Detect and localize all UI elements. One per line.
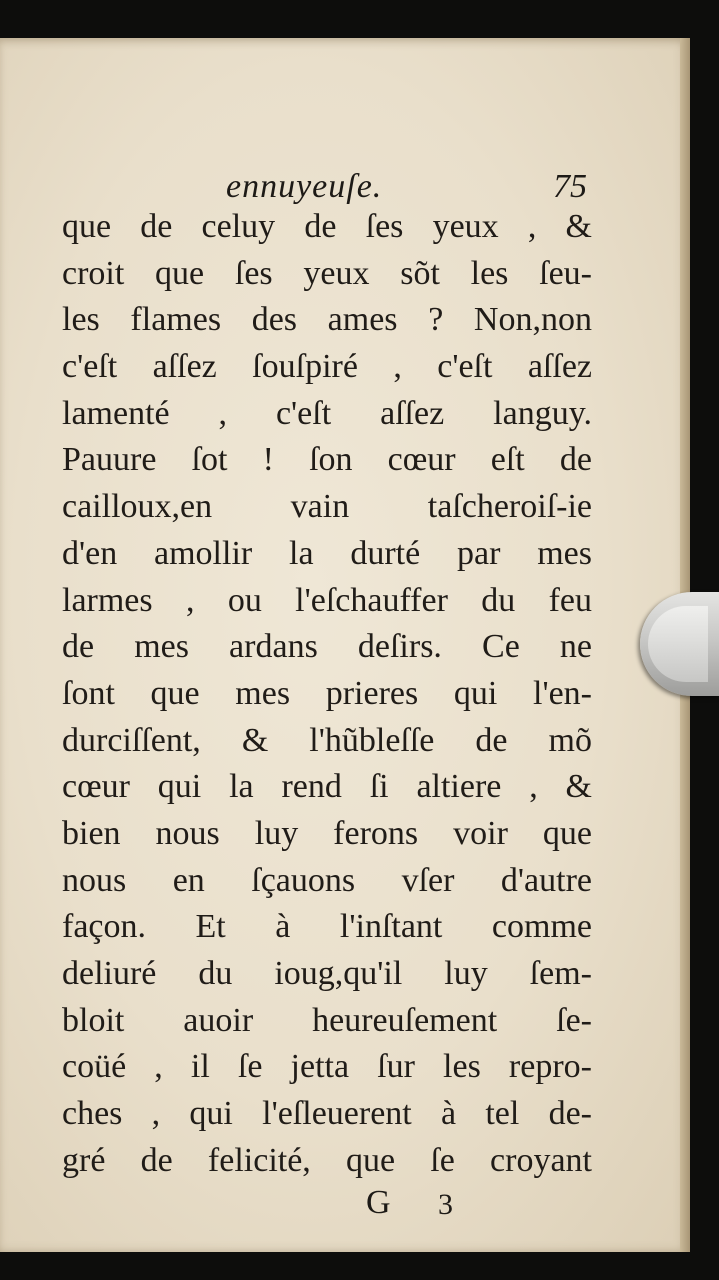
text-line: bien nous luy ferons voir que [62,814,592,852]
signature-letter: G [366,1184,391,1221]
text-line: gré de felicité, que ſe croyant [62,1141,592,1179]
text-line: que de celuy de ſes yeux , & [62,208,592,245]
running-head: ennuyeuſe. [226,168,383,205]
signature-mark [0,1184,690,1224]
text-line: d'en amollir la durté par mes [62,534,592,572]
text-line: deliuré du ioug,qu'il luy ſem- [62,955,592,992]
text-line: de mes ardans deſirs. Ce ne [62,628,592,666]
signature-number: 3 [438,1188,453,1221]
text-line: nous en ſçauons vſer d'autre [62,861,592,899]
text-line: bloit auoir heureuſement ſe- [62,1001,592,1039]
body-text [62,204,592,1184]
text-line: façon. Et à l'inſtant comme [62,908,592,946]
text-line: larmes , ou l'eſchauffer du feu [62,581,592,619]
text-line: croit que ſes yeux sõt les ſeu- [62,254,592,292]
text-line: ſont que mes prieres qui l'en- [62,674,592,712]
text-line: Pauure ſot ! ſon cœur eſt de [62,441,592,479]
text-line: ches , qui l'eſleuerent à tel de- [62,1095,592,1133]
text-line: c'eſt aſſez ſouſpiré , c'eſt aſſez [62,348,592,386]
text-line: lamenté , c'eſt aſſez languy. [62,394,592,432]
text-line: coüé , il ſe jetta ſur les repro- [62,1048,592,1086]
text-line: durciſſent, & l'hũbleſſe de mõ [62,721,592,759]
text-line: les flames des ames ? Non,non [62,301,592,339]
clip-highlight [648,606,708,682]
text-line: cailloux,en vain taſcheroiſ-ie [62,488,592,526]
page-number: 75 [553,168,587,205]
book-page [0,38,690,1252]
text-line: cœur qui la rend ſi altiere , & [62,768,592,806]
